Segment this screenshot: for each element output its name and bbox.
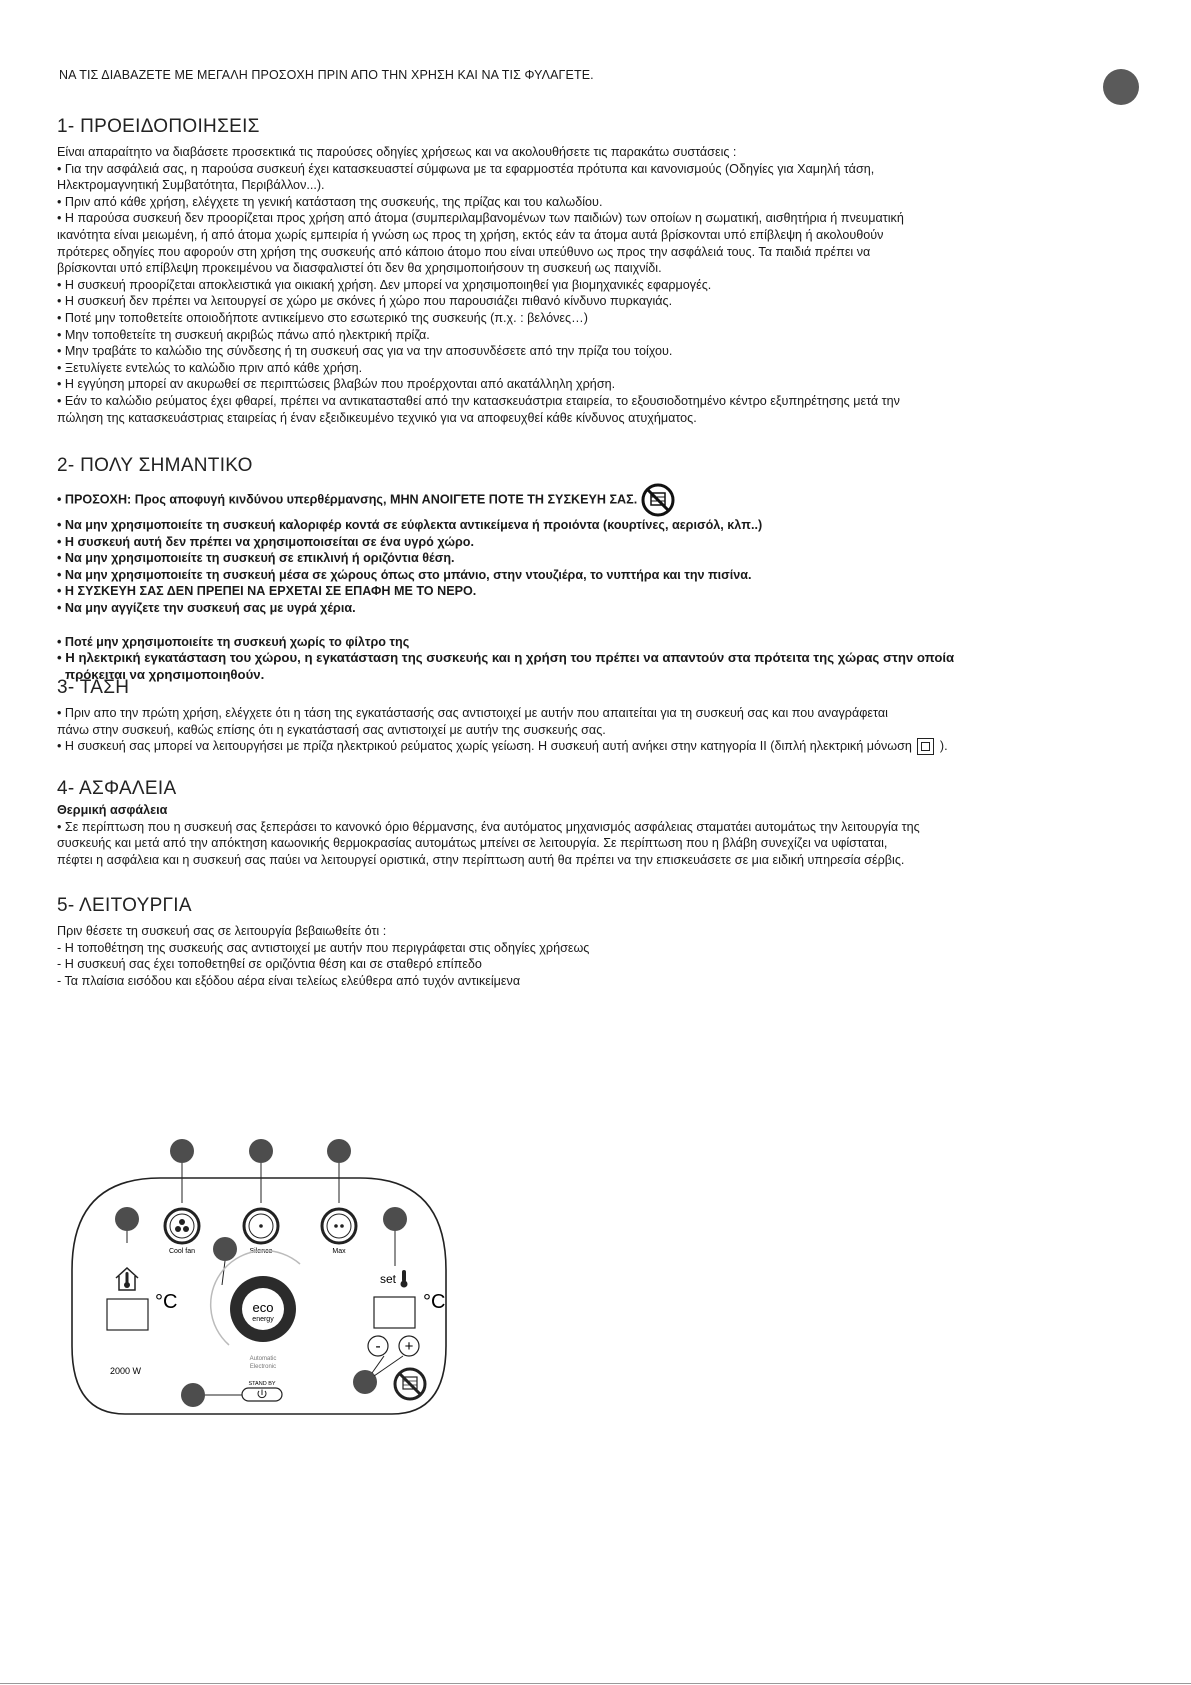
plus-label: + (404, 1338, 414, 1355)
minus-button[interactable] (368, 1336, 388, 1356)
page-marker-dot (1103, 69, 1139, 105)
section-title: 5- ΛΕΙΤΟΥΡΓΙΑ (57, 895, 192, 916)
paragraph-line: βρίσκονται υπό επίβλεψη προκειμένου να διασφαλιστεί ότι δεν θα χρησιμοποιήσουν τη συσκευή ως παιχνίδι. (57, 261, 662, 276)
paragraph-line: πέφτει η ασφάλεια και η συσκευή σας παύει να λειτουργεί οριστικά, στην περίπτωση αυτή θα πρέπει να την επισκευάσετε σε μια ειδική υπηρεσία σέρβις. (57, 852, 905, 867)
power-rating: 2000 W (110, 1366, 142, 1376)
section-title: 3- ΤΑΣΗ (57, 677, 130, 698)
minus-label: - (375, 1338, 381, 1355)
callout-dot (170, 1139, 194, 1163)
callout-dot (327, 1139, 351, 1163)
eco-label: eco (252, 1300, 274, 1315)
do-not-cover-icon (641, 483, 675, 517)
paragraph-line: • Να μην χρησιμοποιείτε τη συσκευή σε επικλινή ή οριζόντια θέση. (57, 551, 455, 566)
paragraph-line: - Η τοποθέτηση της συσκευής σας αντιστοιχεί με αυτήν που περιγράφεται στις οδηγίες χρήσεως (57, 940, 590, 955)
automatic-label: Automatic (249, 1356, 277, 1362)
paragraph-line: • Ξετυλίγετε εντελώς το καλώδιο πριν από κάθε χρήση. (57, 360, 363, 375)
paragraph-line (57, 483, 1139, 517)
section-title: 4- ΑΣΦΑΛΕΙΑ (57, 778, 177, 799)
power-icon (258, 1390, 266, 1398)
single-dot-icon (259, 1224, 263, 1228)
paragraph-line: • Η ΣΥΣΚΕΥΗ ΣΑΣ ΔΕΝ ΠΡΕΠΕΙ ΝΑ ΕΡΧΕΤΑΙ ΣΕ ΕΠΑΦΗ ΜΕ ΤΟ ΝΕΡΟ. (57, 584, 477, 599)
max-label: Max (332, 1248, 346, 1255)
paragraph-line: • Μην τραβάτε το καλώδιο της σύνδεσης ή τη συσκευή σας για να την αποσυνδέσετε από την πρίζα του τοίχου. (57, 344, 673, 359)
paragraph-line: • Για την ασφάλειά σας, η παρούσα συσκευή έχει κατασκευαστεί σύμφωνα με τα εφαρμοστέα πρότυπα και κανονισμούς (Οδηγίες για Χαμηλή τάση, (57, 161, 875, 176)
set-temperature-display (374, 1297, 415, 1328)
callout-dot (383, 1207, 407, 1231)
subsection-title: Θερμική ασφάλεια (57, 803, 168, 817)
paragraph-line: • Σε περίπτωση που η συσκευή σας ξεπεράσει το κανονκό όριο θέρμανσης, ένα αυτόματος μηχανισμός ασφάλειας σταματάει αυτομάτως την λειτουργία της (57, 819, 920, 834)
standby-label: STAND BY (248, 1381, 276, 1387)
section-operation (57, 895, 1139, 989)
paragraph-line: • Ποτέ μην χρησιμοποιείτε τη συσκευή χωρίς το φίλτρο της (57, 634, 410, 649)
paragraph-line: • Μην τοποθετείτε τη συσκευή ακριβώς πάνω από ηλεκτρική πρίζα. (57, 327, 430, 342)
class-ii-text: • Η συσκευή σας μπορεί να λειτουργήσει με πρίζα ηλεκτρικού ρεύματος χωρίς γείωση. Η συσκευή αυτή ανήκει στην κατηγορία ΙΙ (διπλή ηλεκτρική μόνωση (57, 739, 912, 754)
section-title: 1- ΠΡΟΕΙΔΟΠΟΙΗΣΕΙΣ (57, 116, 260, 137)
section-important (57, 455, 1139, 683)
paragraph-line: πάνω στην συσκευή, καθώς επίσης ότι η εγκατάστασή σας αντιστοιχεί με αυτήν της συσκευής σας. (57, 722, 606, 737)
section-safety (57, 778, 1139, 868)
paragraph-line: Είναι απαραίτητο να διαβάσετε προσεκτικά τις παρούσες οδηγίες χρήσεως και να ακολουθήσετε τις παρακάτω συστάσεις : (57, 145, 737, 159)
ambient-temperature-display (107, 1299, 148, 1330)
section-voltage (57, 677, 1139, 755)
warning-text: • ΠΡΟΣΟΧΗ: Προς αποφυγή κινδύνου υπερθέρμανσης, ΜΗΝ ΑΝΟΙΓΕΤΕ ΠΟΤΕ ΤΗ ΣΥΣΚΕΥΗ ΣΑΣ. (57, 492, 638, 507)
silence-button[interactable] (244, 1209, 278, 1243)
paragraph-line: • Εάν το καλώδιο ρεύματος έχει φθαρεί, πρέπει να αντικατασταθεί από την κατασκευάστρια εταιρεία, το εξουσιοδοτημένο κέντρο εξυπηρέτησης μετά την (57, 393, 900, 408)
standby-button[interactable] (242, 1388, 282, 1401)
paragraph-line: • Η παρούσα συσκευή δεν προορίζεται προς χρήση από άτομα (συμπεριλαμβανομένων των παιδιών) των οποίων η σωματική, αισθητήρια ή πνευματική (57, 211, 904, 226)
paragraph-line: πρόκειται να χρησιμοποιηθούν. (65, 666, 265, 682)
thermometer-house-icon (116, 1268, 138, 1290)
paragraph-line: ικανότητα είναι μειωμένη, ή από άτομα χωρίς εμπειρία ή γνώση ως προς τη χρήση, εκτός εάν τα άτομα αυτά βρίσκονται υπό επίβλεψη ή ακολουθούν (57, 227, 884, 242)
paragraph-line: • Ποτέ μην τοποθετείτε οποιοδήποτε αντικείμενο στο εσωτερικό της συσκευής (π.χ. : βελόνες…) (57, 310, 588, 325)
plus-button[interactable] (399, 1336, 419, 1356)
paragraph-line: • Η συσκευή προορίζεται αποκλειστικά για οικιακή χρήση. Δεν μπορεί να χρησιμοποιηθεί για βιομηχανικές εφαρμογές. (57, 277, 712, 292)
section-warnings (57, 116, 1139, 426)
paragraph-line: - Η συσκευή σας έχει τοποθετηθεί σε οριζόντια θέση και σε σταθερό επίπεδο (57, 957, 482, 972)
fan-icon (175, 1219, 189, 1232)
paragraph-line: • Η συσκευή αυτή δεν πρέπει να χρησιμοποισείται σε ένα υγρό χώρο. (57, 534, 474, 549)
unit-celsius-right: °C (423, 1291, 446, 1313)
energy-label: energy (252, 1316, 274, 1323)
paragraph-line: πρότερες οδηγίες που αφορούν στη χρήση της συσκευής από κάποιο άτομο που είναι υπεύθυνο ως προς την ασφάλειά τους. Τα παιδιά πρέπει να (57, 244, 871, 259)
set-label: set (380, 1272, 397, 1286)
cool-fan-label: Cool fan (168, 1248, 196, 1255)
paragraph-line: Ηλεκτρομαγνητική Συμβατότητα, Περιβάλλον...). (57, 178, 325, 193)
paragraph-line: • Πριν από κάθε χρήση, ελέγχετε τη γενική κατάσταση της συσκευής, της πρίζας και του καλωδίου. (57, 194, 603, 209)
control-panel-diagram (60, 1130, 450, 1430)
paragraph-line: • Η συσκευή δεν πρέπει να λειτουργεί σε χώρο με σκόνες ή χώρο που παρουσιάζει πιθανό κίνδυνο πυρκαγιάς. (57, 294, 673, 309)
silence-label: Silence (249, 1248, 273, 1255)
cool-fan-button[interactable] (165, 1209, 199, 1243)
section-title: 2- ΠΟΛΥ ΣΗΜΑΝΤΙΚΟ (57, 455, 253, 476)
paragraph-line: συσκευής και μετά από την απόκτηση καωονικής θερμοκρασίας αυτομάτως μπείνει σε λειτουργία. Σε περίπτωση που η βλάβη συνεχίζει να υφίσταται, (57, 836, 888, 851)
paragraph-line: πώληση της κατασκευάστριας εταιρείας ή έναν εξειδικευμένο τεχνικό για να αποφευχθεί κάθε κίνδυνος ατυχήματος. (57, 410, 697, 425)
paragraph-line: • Να μην χρησιμοποιείτε τη συσκευή μέσα σε χώρους όπως στο μπάνιο, στην ντουζιέρα, το νυπτήρα και την πισίνα. (57, 567, 752, 582)
thermometer-icon (401, 1270, 408, 1288)
header-note: ΝΑ ΤΙΣ ΔΙΑΒΑΖΕΤΕ ΜΕ ΜΕΓΑΛΗ ΠΡΟΣΟΧΗ ΠΡΙΝ ΑΠΟ ΤΗΝ ΧΡΗΣΗ ΚΑΙ ΝΑ ΤΙΣ ΦΥΛΑΓΕΤΕ. (59, 68, 594, 82)
paragraph-line: - Τα πλαίσια εισόδου και εξόδου αέρα είναι τελείως ελεύθερα από τυχόν αντικείμενα (57, 973, 521, 988)
callout-dot (115, 1207, 139, 1231)
page-bottom-rule (0, 1683, 1191, 1684)
paragraph-line: Πριν θέσετε τη συσκευή σας σε λειτουργία βεβαιωθείτε ότι : (57, 924, 387, 938)
paragraph-line: • Να μην χρησιμοποιείτε τη συσκευή καλοριφέρ κοντά σε εύφλεκτα αντικείμενα ή προιόντα (κουρτίνες, αερισόλ, κλπ..) (57, 518, 763, 532)
paragraph-line: • Πριν απο την πρώτη χρήση, ελέγχετε ότι η τάση της εγκατάστασής σας αντιστοιχεί με αυτήν που απαιτείται για τη συσκευή σας και που αναγράφεται (57, 706, 888, 720)
class-ii-text-end: ). (939, 739, 948, 754)
paragraph-line: • Να μην αγγίζετε την συσκευή σας με υγρά χέρια. (57, 600, 356, 615)
callout-dot (353, 1370, 377, 1394)
double-dot-icon (334, 1224, 344, 1228)
double-insulation-icon (917, 738, 934, 755)
unit-celsius-left: °C (155, 1291, 178, 1313)
callout-dot (249, 1139, 273, 1163)
paragraph-line: • Η εγγύηση μπορεί αν ακυρωθεί σε περιπτώσεις βλαβών που προέρχονται από ακατάλληλη χρήση. (57, 377, 616, 392)
callout-dot (213, 1237, 237, 1261)
paragraph-line (57, 738, 1139, 755)
do-not-cover-icon (395, 1369, 425, 1399)
paragraph-line: • Η ηλεκτρική εγκατάσταση του χώρου, η εγκατάσταση της συσκευής και η χρήση του πρέπει να απαντούν στα πρότειτα της χώρας στην οποία (57, 650, 955, 666)
electronic-label: Electronic (249, 1364, 277, 1370)
max-button[interactable] (322, 1209, 356, 1243)
callout-dot (181, 1383, 205, 1407)
